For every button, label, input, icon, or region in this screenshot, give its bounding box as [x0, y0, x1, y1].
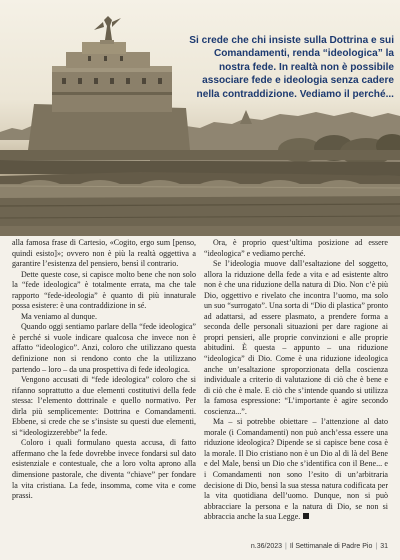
page-footer — [251, 543, 388, 550]
paragraph: alla famosa frase di Cartesio, «Cogito, ergo sum [penso, quindi esisto]»; ovvero non è più la realtà oggettiva a garantire l’esistenza del pensiero, bensì il contrario. — [12, 238, 196, 269]
paragraph: Ora, è proprio quest’ultima posizione ad essere “ideologica” e vediamo perché. — [204, 238, 388, 258]
paragraph-text: Ma – si potrebbe obiettare – l’attenzione al dato morale (i Comandamenti) non può anch’essa essere una riduzione ideologica? Dipende se si capisce bene cosa è la morale. Il Dio cristiano non è un Dio al di là del Bene e del Male, bensì un Dio che s’identifica con il Bene... e i Comandamenti non sono l’esito di un’arbitraria decisione di Dio, bensì la sua stessa natura codificata per la vita quotidiana dell’uomo. Dunque, non si può abbracciare la persona e la natura di Dio, se non si abbraccia anche la sua Legge. — [204, 417, 388, 522]
paragraph: Ma veniamo al dunque. — [21, 311, 97, 321]
paragraph: Dette queste cose, si capisce molto bene che non solo la “fede ideologica” è totalmente errata, ma che tale rapporto “fede-ideologia” è quanto di più innaturale possa esistere: è una contraddizione in sé. — [12, 269, 196, 311]
intro-text: Si crede che chi insiste sulla Dottrina e sui Comandamenti, renda “ideologica” la nostra fede. In realtà non è possibile associare fede e ideologia senza cadere nella contraddizione. Vediamo il perché... — [189, 35, 394, 100]
paragraph: Quando oggi sentiamo parlare della “fede ideologica” è perché si vuole indicare qualcosa che invece non è affatto “ideologico”. Anzi, coloro che utilizzano questa definizione non si rendono conto che la utilizzano partendo – loro – da una prospettiva di fede ideologica. — [12, 322, 196, 374]
article-column-left — [12, 238, 196, 502]
paragraph: Coloro i quali formulano questa accusa, di fatto affermano che la fede dovrebbe invece fondarsi sul dato esistenziale e contestuale, che a loro volta aprono alla dimensione pastorale, che diventa “chiave” per fondare la vita cristiana. La fede, insomma, come vita e come prassi. — [12, 438, 196, 501]
end-of-article-square-icon — [303, 513, 309, 519]
footer-separator: | — [375, 543, 378, 550]
magazine-name: Il Settimanale di Padre Pio — [289, 543, 373, 550]
page-number: 31 — [380, 543, 388, 550]
issue-number: n.36/2023 — [250, 543, 283, 550]
paragraph-last — [204, 417, 388, 522]
footer-separator: | — [285, 543, 287, 550]
paragraph: Vengono accusati di “fede ideologica” coloro che si rifanno soprattutto a due elementi costitutivi della fede stessa: l’elemento dottrinale e quello normativo. Per dirla più semplicemente: Dottrina e Comandamenti. Ebbene, si crede che se s’insiste su questi due elementi, si “ideologizzerebbe” la fede. — [12, 375, 196, 437]
article-column-right — [204, 238, 388, 523]
paragraph: Se l’ideologia muove dall’esaltazione del soggetto, allora la riduzione della fede a vita e ad esistente altro non è che una riduzione della natura di Dio. Non c’è più Dio, oggettivo e rivelato che incontra l’uomo, ma solo un suo “surrogato”. Una sorta di “Dio di plastica” pronto ad adattarsi, ad essere plasmato, a prendere forma a seconda delle personali situazioni per dare ragione ai propri pensieri, alle proprie convinzioni e alle proprie abitudini. È questa – appunto – una riduzione “ideologica” di Dio. Come è una riduzione ideologica anche un’esaltazione sproporzionata della coscienza individuale a criterio di valutazione di ciò che è bene e di ciò che è male. E ciò che s’intende quando si utilizza la famosa espressione: “L’importante è agire secondo coscienza...”. — [204, 259, 388, 416]
